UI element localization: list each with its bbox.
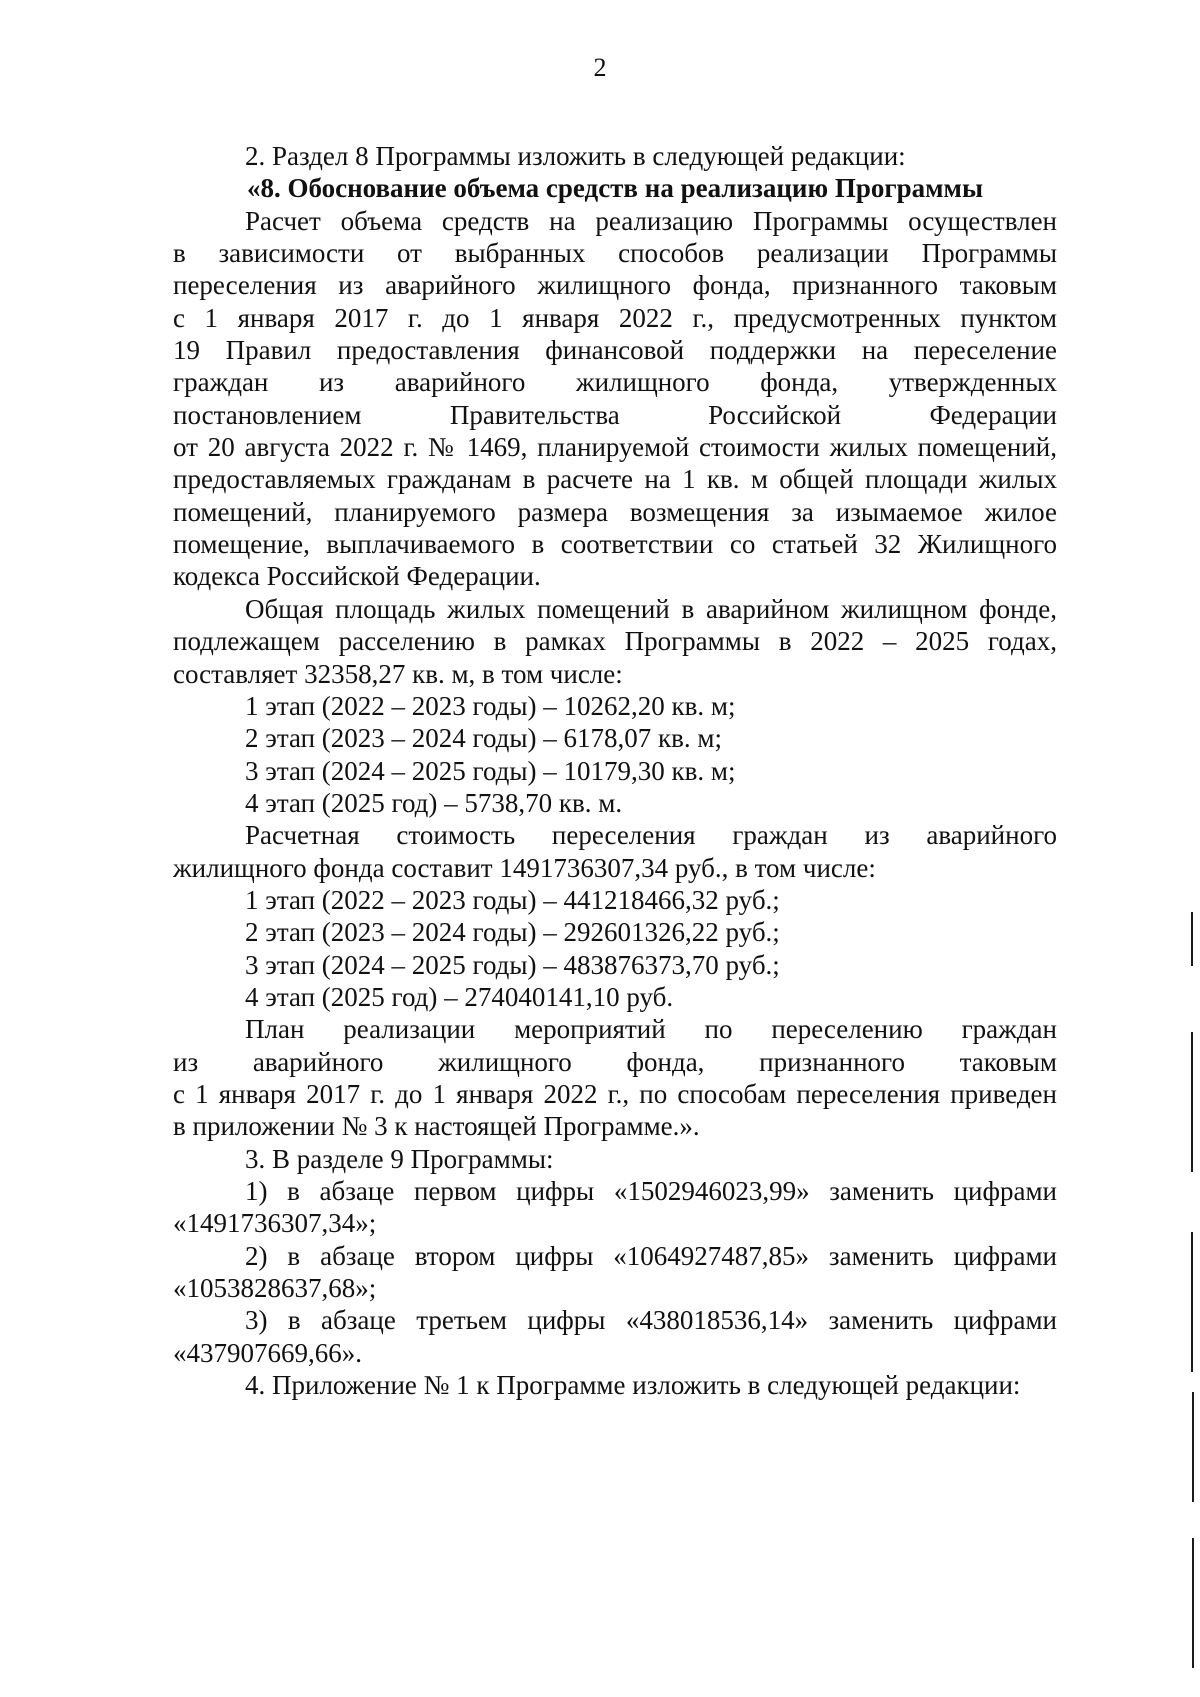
document-body — [173, 140, 1057, 1401]
scan-edge-mark — [1192, 1538, 1194, 1668]
subitem-3-line: 3) в абзаце третьем цифры «438018536,14» заменить цифрами — [245, 1305, 1057, 1336]
subitem-2-line: «1053828637,68»; — [173, 1273, 377, 1304]
subitem-2-line: 2) в абзаце втором цифры «1064927487,85» заменить цифрами — [245, 1240, 1057, 1271]
paragraph-area-line: Общая площадь жилых помещений в аварийном жилищном фонде, — [245, 593, 1057, 624]
area-stage-item: 3 этап (2024 – 2025 годы) – 10179,30 кв. м; — [245, 755, 736, 786]
page-number: 2 — [593, 53, 607, 82]
area-stage-item: 4 этап (2025 год) – 5738,70 кв. м. — [245, 787, 623, 818]
paragraph-calculation-line: в зависимости от выбранных способов реализации Программы — [173, 238, 1057, 269]
amendment-item-4: 4. Приложение № 1 к Программе изложить в следующей редакции: — [245, 1370, 1021, 1401]
amendment-item-2: 2. Раздел 8 Программы изложить в следующей редакции: — [245, 141, 906, 171]
paragraph-calculation-line: от 20 августа 2022 г. № 1469, планируемой стоимости жилых помещений, — [173, 432, 1057, 463]
scan-edge-mark — [1191, 912, 1193, 966]
paragraph-cost-line: Расчетная стоимость переселения граждан из аварийного — [245, 820, 1057, 851]
scan-edge-mark — [1191, 1232, 1193, 1372]
area-stage-item: 2 этап (2023 – 2024 годы) – 6178,07 кв. м; — [245, 723, 722, 754]
paragraph-plan-line: с 1 января 2017 г. до 1 января 2022 г., по способам переселения приведен — [173, 1078, 1057, 1109]
cost-stage-item: 2 этап (2023 – 2024 годы) – 292601326,22 руб.; — [245, 917, 780, 948]
paragraph-calculation-line: помещение, выплачиваемого в соответствии со статьей 32 Жилищного — [173, 529, 1057, 560]
paragraph-calculation-line: предоставляемых гражданам в расчете на 1 кв. м общей площади жилых — [173, 464, 1057, 495]
subitem-1-line: «1491736307,34»; — [173, 1208, 377, 1239]
paragraph-calculation-line: помещений, планируемого размера возмещения за изымаемое жилое — [173, 496, 1057, 527]
cost-stage-item: 4 этап (2025 год) – 274040141,10 руб. — [245, 981, 674, 1012]
section-8-heading: «8. Обоснование объема средств на реализацию Программы — [246, 173, 984, 204]
subitem-1-line: 1) в абзаце первом цифры «1502946023,99» заменить цифрами — [245, 1176, 1057, 1206]
subitem-3-line: «437907669,66». — [173, 1337, 362, 1368]
paragraph-area-line: составляет 32358,27 кв. м, в том числе: — [173, 658, 623, 689]
paragraph-plan-line: из аварийного жилищного фонда, признанного таковым — [173, 1046, 1057, 1077]
paragraph-calculation-line: граждан из аварийного жилищного фонда, утвержденных — [173, 367, 1057, 398]
scan-edge-mark — [1191, 1032, 1193, 1172]
paragraph-calculation-line: с 1 января 2017 г. до 1 января 2022 г., предусмотренных пунктом — [173, 302, 1057, 333]
paragraph-calculation-line: постановлением Правительства Российской Федерации — [173, 399, 1057, 430]
amendment-item-3: 3. В разделе 9 Программы: — [245, 1143, 554, 1174]
paragraph-plan-line: План реализации мероприятий по переселению граждан — [245, 1014, 1057, 1045]
paragraph-cost-line: жилищного фонда составит 1491736307,34 руб., в том числе: — [173, 852, 876, 883]
paragraph-calculation-line: Расчет объема средств на реализацию Программы осуществлен — [245, 205, 1057, 236]
paragraph-plan-line: в приложении № 3 к настоящей Программе.». — [173, 1111, 700, 1142]
paragraph-calculation-line: переселения из аварийного жилищного фонда, признанного таковым — [173, 270, 1057, 301]
cost-stage-item: 1 этап (2022 – 2023 годы) – 441218466,32 руб.; — [245, 884, 780, 915]
scan-edge-mark — [1192, 1392, 1194, 1502]
paragraph-calculation-line: кодекса Российской Федерации. — [173, 561, 541, 592]
area-stage-item: 1 этап (2022 – 2023 годы) – 10262,20 кв. м; — [245, 690, 736, 721]
paragraph-area-line: подлежащем расселению в рамках Программы в 2022 – 2025 годах, — [173, 626, 1057, 657]
paragraph-calculation-line: 19 Правил предоставления финансовой поддержки на переселение — [173, 335, 1057, 366]
cost-stage-item: 3 этап (2024 – 2025 годы) – 483876373,70 руб.; — [245, 949, 780, 980]
